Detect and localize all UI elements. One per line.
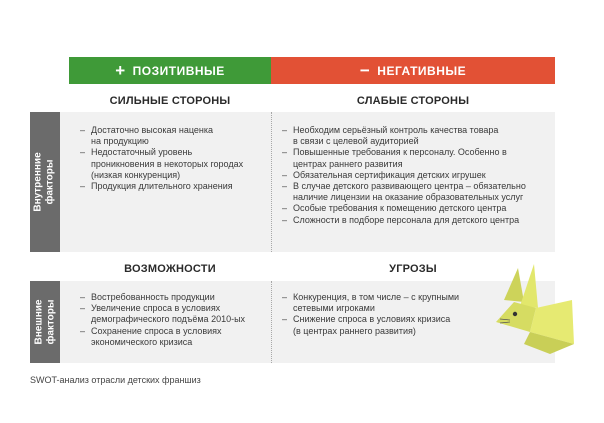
plus-icon: + [115, 61, 126, 80]
minus-icon: − [359, 61, 371, 80]
list-item: – Сложности в подборе персонала для детского центра [282, 215, 552, 226]
list-item: – Увеличение спроса в условиях демографического подъёма 2010-ых [80, 303, 268, 325]
internal-factors-label [30, 112, 60, 252]
list-item: – Необходим серьёзный контроль качества товара в связи с целевой аудиторией [282, 125, 552, 147]
weaknesses-title: СЛАБЫЕ СТОРОНЫ [356, 95, 470, 107]
list-item: – Недостаточный уровень проникновения в некоторых городах (низкая конкуренция) [80, 147, 268, 181]
list-item: – Продукция длительного хранения [80, 181, 268, 192]
list-item: – Особые требования к помещению детского центра [282, 203, 552, 214]
figure-caption: SWOT-анализ отрасли детских франшиз [30, 375, 201, 385]
list-item: – Востребованность продукции [80, 292, 268, 303]
row2-divider [271, 281, 272, 363]
internal-factors-text: Внутренние факторы [33, 152, 56, 212]
list-item: – Обязательная сертификация детских игрушек [282, 170, 552, 181]
opportunities-title: ВОЗМОЖНОСТИ [124, 263, 216, 275]
threats-title: УГРОЗЫ [389, 263, 437, 275]
list-item: – В случае детского развивающего центра – обязательно наличие лицензии на оказание образовательных услуг [282, 181, 552, 203]
weaknesses-list [282, 125, 552, 226]
negative-header-label: НЕГАТИВНЫЕ [377, 63, 467, 78]
negative-header [271, 57, 555, 84]
opportunities-list [80, 292, 268, 348]
strengths-list [80, 125, 268, 192]
positive-header-label: ПОЗИТИВНЫЕ [132, 63, 225, 78]
list-item: – Повышенные требования к персоналу. Особенно в центрах раннего развития [282, 147, 552, 169]
positive-header [69, 57, 271, 84]
list-item: – Снижение спроса в условиях кризиса (в центрах раннего развития) [282, 314, 492, 336]
list-item: – Достаточно высокая наценка на продукцию [80, 125, 268, 147]
origami-rabbit-icon [494, 262, 578, 358]
strengths-title: СИЛЬНЫЕ СТОРОНЫ [109, 95, 231, 107]
row1-divider [271, 112, 272, 252]
list-item: – Сохранение спроса в условиях экономического кризиса [80, 326, 268, 348]
external-factors-label [30, 281, 60, 363]
threats-list [282, 292, 492, 337]
external-factors-text: Внешние факторы [33, 299, 57, 345]
list-item: – Конкуренция, в том числе – с крупными сетевыми игроками [282, 292, 492, 314]
